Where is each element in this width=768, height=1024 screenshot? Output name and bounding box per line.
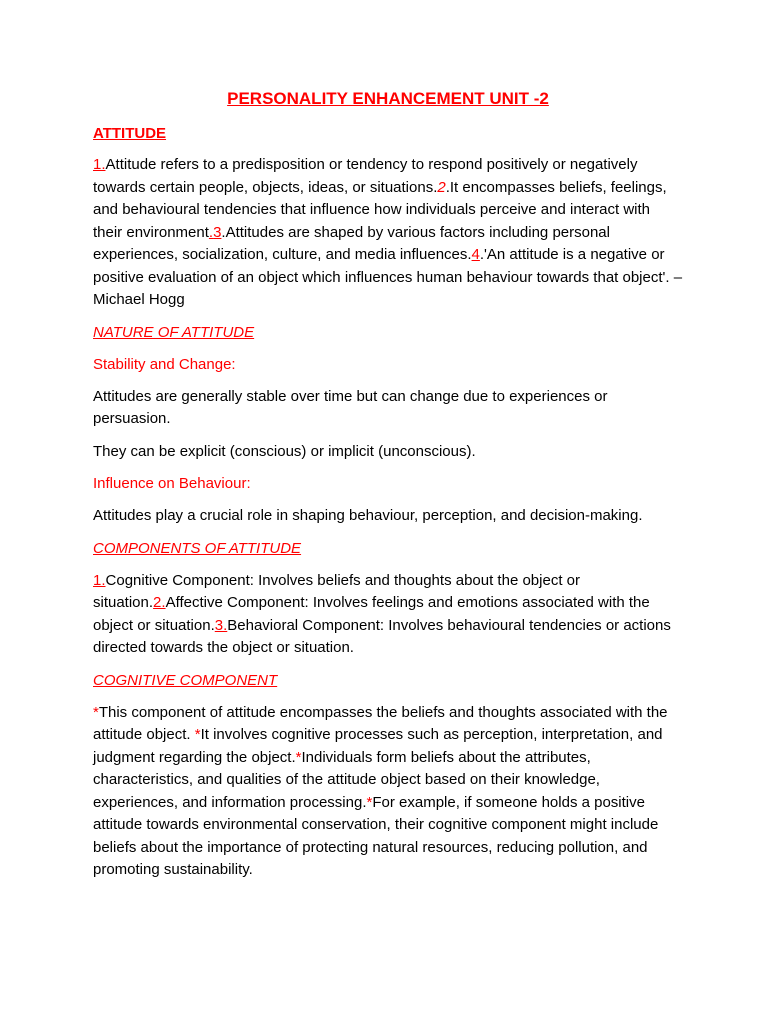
page-title: PERSONALITY ENHANCEMENT UNIT -2 — [227, 89, 549, 108]
stability-paragraph-1: Attitudes are generally stable over time but can change due to experiences or persuasion. — [93, 387, 608, 427]
components-part-1: Cognitive Component: Involves beliefs and thoughts about the object or situation. — [93, 571, 580, 611]
components-part-3: Behavioral Component: Involves behavioural tendencies or actions directed towards the object or situation. — [93, 616, 671, 656]
cognitive-paragraph — [93, 702, 683, 882]
attitude-part-3: .Attitudes are shaped by various factors including personal experiences, socialization, culture, and media influences. — [93, 223, 610, 263]
attitude-part-4: .'An attitude is a negative or positive evaluation of an object which influences human behaviour towards that object'. – Michael Hogg — [93, 246, 683, 308]
cognitive-star-3: * — [295, 748, 302, 766]
cognitive-star-4: * — [366, 793, 373, 811]
cognitive-part-3: Individuals form beliefs about the attributes, characteristics, and qualities of the attitude object based on their knowledge, experiences, and information processing. — [93, 748, 600, 811]
components-marker-2: 2. — [153, 594, 166, 611]
cognitive-star-1: * — [93, 703, 99, 721]
components-heading: COMPONENTS OF ATTITUDE — [93, 539, 302, 557]
attitude-marker-1: 1. — [93, 156, 106, 173]
attitude-part-2: .It encompasses beliefs, feelings, and behavioural tendencies that influence how individuals perceive and interact with their environment — [93, 178, 667, 241]
document-page — [93, 88, 683, 892]
influence-heading: Influence on Behaviour: — [93, 475, 251, 492]
components-paragraph — [93, 570, 683, 660]
cognitive-heading: COGNITIVE COMPONENT — [93, 671, 278, 689]
attitude-marker-4: 4 — [471, 246, 480, 263]
attitude-marker-2: 2 — [437, 178, 446, 196]
cognitive-star-2: * — [194, 726, 201, 743]
attitude-paragraph — [93, 154, 683, 312]
cognitive-part-1: This component of attitude encompasses the beliefs and thoughts associated with the attitude object. — [93, 703, 668, 743]
cognitive-part-2: It involves cognitive processes such as perception, interpretation, and judgment regarding the object. — [93, 726, 663, 766]
components-marker-1: 1. — [93, 571, 106, 589]
stability-paragraph-2: They can be explicit (conscious) or implicit (unconscious). — [93, 442, 476, 460]
nature-heading: NATURE OF ATTITUDE — [93, 323, 255, 341]
cognitive-part-4: For example, if someone holds a positive attitude towards environmental conservation, their cognitive component might include beliefs about the importance of protecting natural resources, reducing pollution, and promoting sustainability. — [93, 793, 659, 878]
influence-paragraph: Attitudes play a crucial role in shaping behaviour, perception, and decision-making. — [93, 507, 643, 524]
attitude-marker-3-dot: . — [208, 223, 214, 241]
components-marker-3: 3. — [214, 616, 228, 634]
attitude-marker-3-num: 3 — [213, 223, 222, 241]
attitude-part-1: Attitude refers to a predisposition or tendency to respond positively or negatively towards certain people, objects, ideas, or situations. — [93, 156, 638, 196]
attitude-heading: ATTITUDE — [93, 125, 167, 142]
attitude-marker-3 — [209, 224, 222, 241]
stability-heading: Stability and Change: — [93, 355, 236, 373]
components-part-2: Affective Component: Involves feelings and emotions associated with the object or situation. — [93, 594, 650, 634]
